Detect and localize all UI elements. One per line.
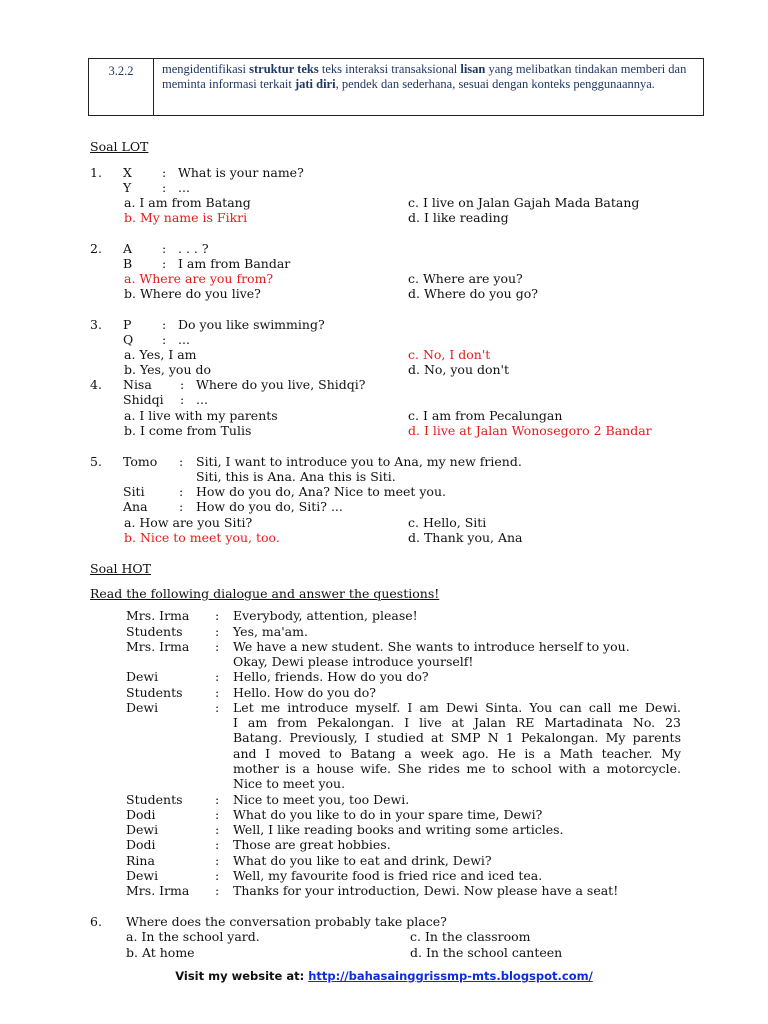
q6-question: Where does the conversation probably take place? (126, 914, 447, 929)
dialogue-line: Nice to meet you, too Dewi. (233, 792, 410, 807)
q2-option-d: d. Where do you go? (408, 286, 538, 301)
q2-speaker-1: A (123, 241, 133, 256)
q1-option-a: a. I am from Batang (124, 195, 251, 210)
dialogue-speaker: Dodi (126, 837, 156, 852)
q3-option-a: a. Yes, I am (124, 347, 197, 362)
q4-option-a: a. I live with my parents (124, 408, 278, 423)
q2-colon-1: : (162, 241, 167, 256)
q1-speaker-2: Y (123, 180, 132, 195)
q5-speaker-1: Tomo (123, 454, 158, 469)
q3-option-c-answer: c. No, I don't (408, 347, 491, 362)
q4-speaker-2: Shidqi (123, 392, 164, 407)
q5-option-b-answer: b. Nice to meet you, too. (124, 530, 280, 545)
dialogue-line: Hello, friends. How do you do? (233, 669, 429, 684)
q4-colon-1: : (180, 377, 185, 392)
q4-option-c: c. I am from Pecalungan (408, 408, 563, 423)
q4-option-b: b. I come from Tulis (124, 423, 252, 438)
q3-colon-1: : (162, 317, 167, 332)
q1-speaker-1: X (123, 165, 132, 180)
q2-colon-2: : (162, 256, 167, 271)
q5-line-1b: Siti, this is Ana. Ana this is Siti. (196, 469, 396, 484)
dialogue-line: Yes, ma'am. (233, 624, 308, 639)
q1-colon-1: : (162, 165, 167, 180)
q2-line-2: I am from Bandar (178, 256, 291, 271)
q1-line-1: What is your name? (178, 165, 304, 180)
dialogue-line: Let me introduce myself. I am Dewi Sinta. You can call me Dewi. (233, 700, 681, 715)
dialogue-line: Those are great hobbies. (233, 837, 391, 852)
dialogue-line: Well, my favourite food is fried rice and iced tea. (233, 868, 543, 883)
q5-option-c: c. Hello, Siti (408, 515, 487, 530)
dialogue-speaker: Dewi (126, 669, 159, 684)
q2-number: 2. (90, 241, 102, 256)
q4-number: 4. (90, 377, 102, 392)
dialogue-line: mother is a house wife. She rides me to school with a motorcycle. (233, 761, 681, 776)
dialogue-line: Thanks for your introduction, Dewi. Now please have a seat! (233, 883, 619, 898)
q5-line-1: Siti, I want to introduce you to Ana, my new friend. (196, 454, 522, 469)
q5-option-a: a. How are you Siti? (124, 515, 253, 530)
dialogue-speaker: Mrs. Irma (126, 639, 190, 654)
q3-line-1: Do you like swimming? (178, 317, 325, 332)
q5-colon-1: : (179, 454, 184, 469)
q6-option-a: a. In the school yard. (126, 929, 260, 944)
dialogue-colon: : (215, 853, 220, 868)
dialogue-line: Hello. How do you do? (233, 685, 376, 700)
dialogue-speaker: Students (126, 685, 183, 700)
q5-option-d: d. Thank you, Ana (408, 530, 523, 545)
dialogue-line: Well, I like reading books and writing some articles. (233, 822, 564, 837)
dialogue-speaker: Dewi (126, 868, 159, 883)
footer (0, 969, 768, 983)
dialogue-colon: : (215, 639, 220, 654)
dialogue-line: Everybody, attention, please! (233, 608, 418, 623)
q1-option-b-answer: b. My name is Fikri (124, 210, 248, 225)
dialogue-colon: : (215, 669, 220, 684)
dialogue-speaker: Dodi (126, 807, 156, 822)
q3-speaker-1: P (123, 317, 132, 332)
q4-line-1: Where do you live, Shidqi? (196, 377, 366, 392)
q2-option-b: b. Where do you live? (124, 286, 261, 301)
hot-instruction: Read the following dialogue and answer the questions! (90, 586, 440, 601)
soal-hot-heading: Soal HOT (90, 561, 151, 576)
q1-option-c: c. I live on Jalan Gajah Mada Batang (408, 195, 640, 210)
q3-speaker-2: Q (123, 332, 134, 347)
footer-label: Visit my website at: (175, 969, 309, 983)
q1-option-d: d. I like reading (408, 210, 509, 225)
q3-number: 3. (90, 317, 102, 332)
q5-speaker-2: Siti (123, 484, 145, 499)
dialogue-line: What do you like to do in your spare time, Dewi? (233, 807, 543, 822)
dialogue-speaker: Students (126, 792, 183, 807)
dialogue-line: What do you like to eat and drink, Dewi? (233, 853, 492, 868)
q5-colon-3: : (179, 499, 184, 514)
dialogue-colon: : (215, 624, 220, 639)
dialogue-colon: : (215, 700, 220, 715)
competency-description: mengidentifikasi struktur teks teks interaksi transaksional lisan yang melibatkan tindakan memberi dan meminta informasi terkait jati diri, pendek dan sederhana, sesuai dengan konteks penggunaannya. (162, 62, 687, 91)
q5-speaker-3: Ana (123, 499, 148, 514)
dialogue-line: We have a new student. She wants to introduce herself to you. (233, 639, 630, 654)
q3-line-2: ... (178, 332, 190, 347)
dialogue-line: and I moved to Batang a week ago. He is a Math teacher. My (233, 746, 681, 761)
q6-option-b: b. At home (126, 945, 195, 960)
dialogue-colon: : (215, 822, 220, 837)
q4-colon-2: : (180, 392, 185, 407)
q5-colon-2: : (179, 484, 184, 499)
q2-option-c: c. Where are you? (408, 271, 523, 286)
q2-speaker-2: B (123, 256, 133, 271)
q1-colon-2: : (162, 180, 167, 195)
dialogue-line: Okay, Dewi please introduce yourself! (233, 654, 474, 669)
website-link[interactable]: http://bahasainggrissmp-mts.blogspot.com/ (308, 969, 593, 983)
competency-code: 3.2.2 (89, 59, 154, 115)
q5-number: 5. (90, 454, 102, 469)
dialogue-speaker: Students (126, 624, 183, 639)
dialogue-colon: : (215, 868, 220, 883)
q6-number: 6. (90, 914, 102, 929)
dialogue-line: I am from Pekalongan. I live at Jalan RE Martadinata No. 23 (233, 715, 681, 730)
competency-table (88, 58, 704, 116)
dialogue-colon: : (215, 685, 220, 700)
q1-number: 1. (90, 165, 102, 180)
q6-option-d: d. In the school canteen (410, 945, 563, 960)
dialogue-colon: : (215, 837, 220, 852)
q5-line-2: How do you do, Ana? Nice to meet you. (196, 484, 446, 499)
dialogue-speaker: Dewi (126, 700, 159, 715)
q6-option-c: c. In the classroom (410, 929, 531, 944)
q3-colon-2: : (162, 332, 167, 347)
q3-option-d: d. No, you don't (408, 362, 510, 377)
dialogue-colon: : (215, 608, 220, 623)
dialogue-speaker: Rina (126, 853, 155, 868)
q2-line-1: . . . ? (178, 241, 209, 256)
q2-option-a-answer: a. Where are you from? (124, 271, 274, 286)
dialogue-speaker: Mrs. Irma (126, 883, 190, 898)
q4-line-2: ... (196, 392, 208, 407)
dialogue-speaker: Dewi (126, 822, 159, 837)
soal-lot-heading: Soal LOT (90, 139, 149, 154)
q5-line-3: How do you do, Siti? ... (196, 499, 343, 514)
q4-option-d-answer: d. I live at Jalan Wonosegoro 2 Bandar (408, 423, 652, 438)
q3-option-b: b. Yes, you do (124, 362, 212, 377)
dialogue-line: Nice to meet you. (233, 776, 346, 791)
dialogue-colon: : (215, 792, 220, 807)
dialogue-line: Batang. Previously, I studied at SMP N 1 Pekalongan. My parents (233, 730, 681, 745)
dialogue-speaker: Mrs. Irma (126, 608, 190, 623)
q4-speaker-1: Nisa (123, 377, 152, 392)
q1-line-2: ... (178, 180, 190, 195)
dialogue-colon: : (215, 807, 220, 822)
dialogue-colon: : (215, 883, 220, 898)
